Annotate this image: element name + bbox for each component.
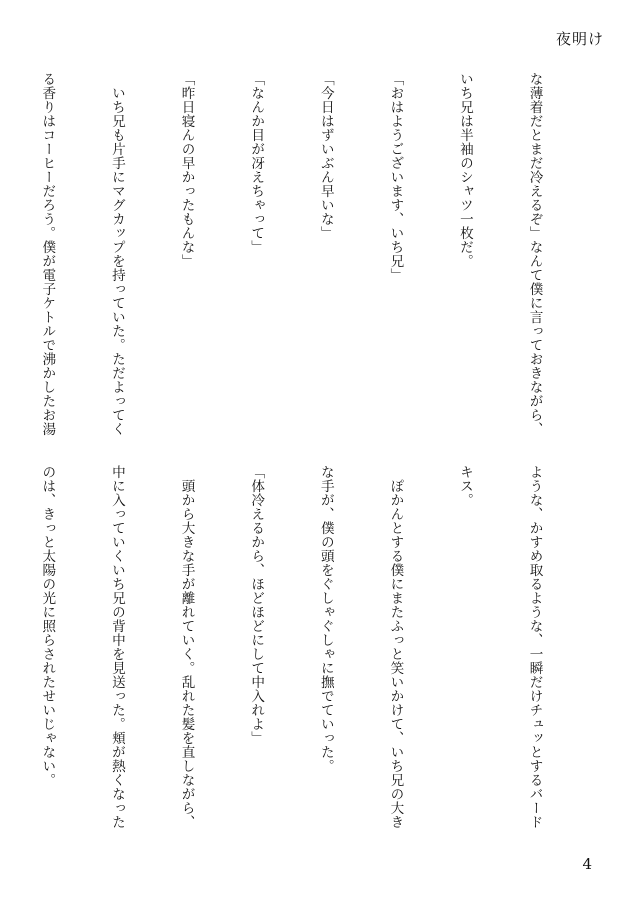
text-line: 「今日はずいぶん早いな」 <box>317 72 334 240</box>
text-line: 「なんか目が冴えちゃって」 <box>248 72 265 254</box>
page-number: 4 <box>582 855 592 873</box>
text-line: キス。 <box>456 465 473 507</box>
text-line: いち兄も片手にマグカップを持っていた。ただよってく <box>108 72 125 436</box>
text-block-bottom <box>0 465 592 845</box>
text-line: 「昨日寝んの早かったもんな」 <box>178 72 195 268</box>
text-line: のは、きっと太陽の光に照らされたせいじゃない。 <box>39 465 56 787</box>
text-line: 「おはようございます、いち兄」 <box>387 72 404 282</box>
text-line: ような、かすめ取るような、一瞬だけチュッとするバード <box>526 465 543 829</box>
text-line: ぽかんとする僕にまたふっと笑いかけて、いち兄の大き <box>387 465 404 829</box>
text-line: 中に入っていくいち兄の背中を見送った。頬が熱くなった <box>108 465 125 829</box>
text-line: る香りはコーヒーだろう。僕が電子ケトルで沸かしたお湯 <box>39 72 56 436</box>
text-line: 「体冷えるから、ほどほどにして中入れよ」 <box>248 465 265 745</box>
text-block-top <box>0 72 592 452</box>
running-title: 夜明け <box>555 30 604 48</box>
text-line: いち兄は半袖のシャツ一枚だ。 <box>456 72 473 268</box>
text-line: な手が、僕の頭をぐしゃぐしゃに撫でていった。 <box>317 465 334 773</box>
text-line: 頭から大きな手が離れていく。乱れた髪を直しながら、 <box>178 465 195 829</box>
text-line: な薄着だとまだ冷えるぞ」なんて僕に言っておきながら、 <box>526 72 543 436</box>
